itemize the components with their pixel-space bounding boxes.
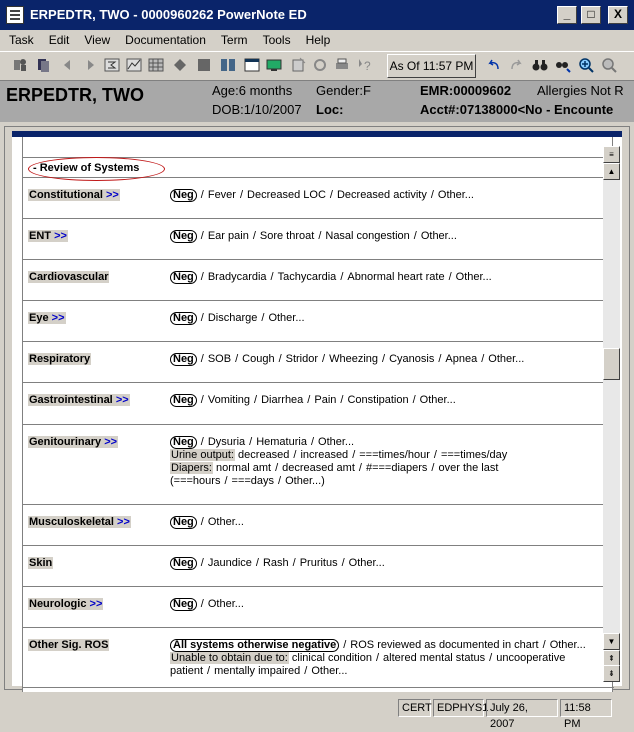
- forward-arrow-icon[interactable]: [82, 57, 98, 73]
- separator: /: [200, 394, 204, 406]
- help-pointer-icon[interactable]: [358, 57, 374, 73]
- ros-finding-option[interactable]: Fever: [207, 189, 236, 201]
- status-time: 11:58 PM: [560, 699, 612, 717]
- patient-gender: Gender:F: [316, 83, 371, 98]
- separator: /: [249, 436, 253, 448]
- ros-finding-option[interactable]: Other...: [318, 436, 355, 448]
- ros-finding-option[interactable]: ===times/day: [440, 449, 508, 461]
- ros-finding-option[interactable]: Sore throat: [259, 230, 315, 242]
- ros-finding-option[interactable]: ===days: [231, 475, 275, 487]
- ros-finding-option[interactable]: Other...: [419, 394, 456, 406]
- ros-row: [23, 219, 614, 260]
- ros-category[interactable]: [28, 353, 91, 365]
- separator: /: [310, 436, 315, 448]
- ros-finding-option[interactable]: ROS reviewed as documented in chart: [350, 639, 539, 651]
- ros-finding-option[interactable]: SOB: [207, 353, 232, 365]
- ros-finding-option[interactable]: Other...: [549, 639, 586, 651]
- separator: /: [200, 557, 204, 569]
- sum-icon[interactable]: [104, 57, 120, 73]
- separator: /: [438, 353, 442, 365]
- ros-finding-option[interactable]: Stridor: [285, 353, 319, 365]
- ros-row: [23, 505, 614, 546]
- ros-finding-option[interactable]: Wheezing: [329, 353, 379, 365]
- separator: /: [340, 271, 344, 283]
- ros-findings: [170, 598, 610, 611]
- separator: /: [255, 557, 259, 569]
- separator: /: [489, 652, 493, 664]
- ros-finding-option[interactable]: Discharge: [207, 312, 258, 324]
- separator: /: [358, 462, 362, 474]
- ros-finding-option[interactable]: Jaundice: [207, 557, 252, 569]
- back-arrow-icon[interactable]: [60, 57, 76, 73]
- ros-findings: [170, 353, 610, 366]
- negative-toggle[interactable]: Neg: [170, 189, 197, 202]
- scroll-page-icon[interactable]: ≡: [603, 146, 620, 163]
- ros-finding-option[interactable]: ===times/hour: [359, 449, 430, 461]
- menu-view[interactable]: View: [84, 33, 111, 47]
- ros-category-label: Genitourinary: [29, 436, 102, 448]
- ros-finding-option[interactable]: Hematuria: [256, 436, 307, 448]
- ros-finding-option[interactable]: Apnea: [445, 353, 478, 365]
- ros-finding-option[interactable]: Other...: [420, 230, 457, 242]
- negative-toggle[interactable]: Neg: [170, 516, 197, 529]
- negative-toggle[interactable]: Neg: [170, 271, 197, 284]
- ros-finding-option[interactable]: Other...: [207, 598, 244, 610]
- separator: /: [292, 557, 296, 569]
- ros-finding-option[interactable]: Other...: [268, 312, 305, 324]
- menu-tools[interactable]: Tools: [262, 33, 291, 47]
- new-note-icon[interactable]: [290, 57, 306, 73]
- ros-findings: [170, 189, 610, 202]
- separator: /: [261, 312, 265, 324]
- vertical-scrollbar[interactable]: [603, 146, 620, 682]
- menu-bar: [0, 30, 634, 50]
- separator: /: [430, 189, 434, 201]
- ros-category[interactable]: [28, 271, 109, 283]
- as-of-time-button[interactable]: As Of 11:57 PM: [387, 54, 476, 78]
- zoom-out-icon[interactable]: [601, 57, 617, 73]
- ros-finding-option[interactable]: Other...: [207, 516, 244, 528]
- separator: /: [375, 652, 380, 664]
- ros-category[interactable]: [28, 436, 118, 448]
- separator: /: [293, 449, 297, 461]
- maximize-button[interactable]: □: [581, 6, 601, 24]
- menu-task[interactable]: Task: [9, 33, 34, 47]
- patient-name: ERPEDTR, TWO: [6, 85, 144, 105]
- window-title: ERPEDTR, TWO - 0000960262 PowerNote ED: [30, 7, 307, 22]
- ros-finding-option[interactable]: decreased: [238, 449, 290, 461]
- ros-findings: [170, 639, 610, 678]
- ros-finding-option[interactable]: Ear pain: [207, 230, 249, 242]
- ros-finding-option[interactable]: Pruritus: [299, 557, 338, 569]
- ros-finding-option[interactable]: Rash: [262, 557, 289, 569]
- separator: /: [200, 516, 204, 528]
- patient-account: Acct#:07138000<No - Encounte: [420, 102, 614, 117]
- separator: /: [200, 230, 204, 242]
- ros-finding-option[interactable]: Other...): [285, 475, 325, 487]
- ros-finding-option[interactable]: altered mental status: [383, 652, 486, 664]
- ros-category[interactable]: [28, 189, 120, 201]
- separator: /: [413, 230, 417, 242]
- patient-emr: EMR:00009602: [420, 83, 512, 98]
- ros-row: [23, 260, 614, 301]
- zoom-in-icon[interactable]: [578, 57, 594, 73]
- ros-finding-option[interactable]: #===diapers: [365, 462, 428, 474]
- separator: /: [235, 353, 239, 365]
- separator: /: [200, 353, 204, 365]
- patient-chart-icon[interactable]: [12, 57, 28, 73]
- scroll-page-up-icon[interactable]: ⇞: [603, 650, 620, 667]
- separator: /: [207, 665, 211, 677]
- separator: /: [200, 271, 204, 283]
- separator: /: [270, 271, 274, 283]
- ros-category[interactable]: [28, 598, 103, 610]
- patient-allergies: Allergies Not R: [537, 83, 624, 98]
- separator: /: [254, 394, 258, 406]
- negative-toggle[interactable]: Neg: [170, 557, 197, 570]
- ros-expand-link[interactable]: >>: [89, 598, 103, 610]
- separator: /: [278, 475, 282, 487]
- negative-toggle[interactable]: All systems otherwise negative: [170, 639, 339, 652]
- separator: /: [200, 312, 204, 324]
- chart-graph-icon[interactable]: [126, 57, 142, 73]
- stop-square-icon[interactable]: [196, 57, 212, 73]
- separator: /: [252, 230, 256, 242]
- ros-row: [23, 342, 614, 383]
- negative-toggle[interactable]: Neg: [170, 353, 197, 366]
- ros-category-label: Cardiovascular: [29, 271, 109, 283]
- ros-finding-option[interactable]: clinical condition: [291, 652, 372, 664]
- ros-row: [23, 628, 614, 688]
- separator: /: [343, 639, 347, 651]
- separator: /: [224, 475, 228, 487]
- separator: /: [382, 353, 386, 365]
- ros-section: [22, 137, 613, 692]
- ros-finding-option[interactable]: Diarrhea: [261, 394, 304, 406]
- ros-finding-option[interactable]: Bradycardia: [207, 271, 267, 283]
- ros-finding-option[interactable]: Dysuria: [207, 436, 246, 448]
- ros-finding-option[interactable]: Other...: [488, 353, 525, 365]
- ros-finding-option[interactable]: over the last (===hours: [170, 462, 499, 487]
- close-button[interactable]: X: [608, 6, 628, 24]
- menu-help[interactable]: Help: [305, 33, 331, 47]
- ros-expand-link[interactable]: >>: [104, 436, 118, 448]
- refresh-icon[interactable]: [312, 57, 328, 73]
- ros-category-label: ENT: [29, 230, 51, 242]
- separator: /: [304, 665, 308, 677]
- ros-category[interactable]: [28, 312, 66, 324]
- separator: /: [275, 462, 279, 474]
- negative-toggle[interactable]: Neg: [170, 312, 197, 325]
- ros-finding-option[interactable]: Decreased activity: [336, 189, 427, 201]
- scroll-page-down-icon[interactable]: ⇟: [603, 665, 620, 682]
- unable-to-obtain-label[interactable]: Unable to obtain due to:: [171, 652, 288, 664]
- ros-category-label: Constitutional: [29, 189, 103, 201]
- tag-icon[interactable]: [172, 57, 188, 73]
- status-environment: CERT: [398, 699, 431, 717]
- ros-finding-option[interactable]: normal amt: [216, 462, 272, 474]
- window-icon[interactable]: [244, 57, 260, 73]
- ros-category[interactable]: [28, 516, 131, 528]
- svg-text:?: ?: [364, 59, 371, 73]
- urine-output-label[interactable]: Urine output:: [171, 449, 234, 461]
- separator: /: [322, 353, 326, 365]
- ros-finding-option[interactable]: Other...: [311, 665, 348, 677]
- separator: /: [340, 394, 344, 406]
- split-view-icon[interactable]: [220, 57, 236, 73]
- scroll-up-arrow-icon[interactable]: ▲: [603, 163, 620, 180]
- redo-icon[interactable]: [508, 57, 524, 73]
- ros-row: [23, 178, 614, 219]
- ros-finding-option[interactable]: Cyanosis: [389, 353, 435, 365]
- ros-category-label: Neurologic: [29, 598, 87, 610]
- find-binoculars-icon[interactable]: [532, 57, 548, 73]
- ros-finding-option[interactable]: Abnormal heart rate: [347, 271, 445, 283]
- ros-row: [23, 546, 614, 587]
- status-user: EDPHYS1: [433, 699, 484, 717]
- patient-age: Age:6 months: [212, 83, 293, 98]
- ros-findings: [170, 271, 610, 284]
- ros-finding-option[interactable]: increased: [300, 449, 349, 461]
- ros-expand-link[interactable]: >>: [51, 312, 65, 324]
- ros-finding-option[interactable]: Tachycardia: [277, 271, 337, 283]
- ros-finding-option[interactable]: Cough: [242, 353, 275, 365]
- separator: /: [200, 189, 204, 201]
- menu-documentation[interactable]: Documentation: [125, 33, 206, 47]
- powernote-app-icon[interactable]: [6, 6, 24, 24]
- separator: /: [341, 557, 345, 569]
- document-page: [12, 131, 622, 686]
- separator: /: [318, 230, 322, 242]
- negative-toggle[interactable]: Neg: [170, 436, 197, 449]
- ros-row: [23, 425, 614, 505]
- separator: /: [200, 598, 204, 610]
- ros-findings: [170, 312, 610, 325]
- ros-finding-option[interactable]: uncooperative patient: [170, 652, 566, 677]
- undo-icon[interactable]: [486, 57, 502, 73]
- ros-finding-option[interactable]: Other...: [437, 189, 474, 201]
- ros-finding-option[interactable]: Constipation: [347, 394, 409, 406]
- title-bar: [0, 0, 634, 30]
- separator: /: [448, 271, 452, 283]
- ros-row: [23, 383, 614, 425]
- monitor-icon[interactable]: [266, 57, 282, 73]
- ros-finding-option[interactable]: Other...: [348, 557, 385, 569]
- ros-category-label: Skin: [29, 557, 53, 569]
- ros-findings: [170, 230, 610, 243]
- toolbar: [0, 51, 634, 79]
- ros-category[interactable]: [28, 394, 130, 406]
- ros-expand-link[interactable]: >>: [115, 394, 129, 406]
- status-bar: [0, 697, 634, 730]
- menu-term[interactable]: Term: [220, 33, 248, 47]
- ros-expand-link[interactable]: >>: [117, 516, 130, 528]
- patient-banner: [0, 80, 634, 122]
- separator: /: [352, 449, 356, 461]
- separator: /: [307, 394, 311, 406]
- ros-findings: [170, 557, 610, 570]
- patient-location: Loc:: [316, 102, 344, 117]
- ros-finding-option[interactable]: Vomiting: [207, 394, 251, 406]
- scroll-down-arrow-icon[interactable]: ▼: [603, 633, 620, 650]
- separator: /: [412, 394, 416, 406]
- ros-category-label: Respiratory: [29, 353, 91, 365]
- ros-finding-option[interactable]: decreased amt: [282, 462, 355, 474]
- ros-findings: [170, 436, 610, 488]
- separator: /: [433, 449, 437, 461]
- ros-finding-option[interactable]: Other...: [455, 271, 492, 283]
- negative-toggle[interactable]: Neg: [170, 598, 197, 611]
- ros-expand-link[interactable]: >>: [106, 189, 119, 201]
- separator: /: [239, 189, 244, 201]
- menu-edit[interactable]: Edit: [48, 33, 70, 47]
- ros-category[interactable]: [28, 557, 53, 569]
- ros-category[interactable]: [28, 230, 68, 242]
- diapers-label[interactable]: Diapers:: [171, 462, 212, 474]
- separator: /: [481, 353, 485, 365]
- print-icon[interactable]: [334, 57, 350, 73]
- separator: /: [278, 353, 282, 365]
- ros-category-label: Eye: [29, 312, 49, 324]
- separator: /: [329, 189, 333, 201]
- ros-category[interactable]: [28, 639, 109, 651]
- ros-row: [23, 587, 614, 628]
- ros-category-label: Musculoskeletal: [29, 516, 114, 528]
- ros-row: [23, 301, 614, 342]
- ros-findings: [170, 394, 610, 407]
- find-next-icon[interactable]: [555, 57, 571, 73]
- negative-toggle[interactable]: Neg: [170, 394, 197, 407]
- ros-finding-option[interactable]: Decreased LOC: [247, 189, 326, 201]
- ros-findings: [170, 516, 610, 529]
- ros-finding-option[interactable]: mentally impaired: [214, 665, 301, 677]
- patient-dob: DOB:1/10/2007: [212, 102, 302, 117]
- separator: /: [431, 462, 435, 474]
- grid-icon[interactable]: [148, 57, 164, 73]
- separator: /: [200, 436, 204, 448]
- separator: /: [542, 639, 546, 651]
- documents-icon[interactable]: [36, 57, 52, 73]
- ros-finding-option[interactable]: Pain: [314, 394, 337, 406]
- negative-toggle[interactable]: Neg: [170, 230, 197, 243]
- ros-expand-link[interactable]: >>: [54, 230, 67, 242]
- minimize-button[interactable]: _: [557, 6, 577, 24]
- scrollbar-thumb[interactable]: [603, 348, 620, 380]
- ros-category-label: Gastrointestinal: [29, 394, 113, 406]
- ros-finding-option[interactable]: Nasal congestion: [325, 230, 410, 242]
- ros-category-label: Other Sig. ROS: [29, 639, 109, 651]
- ros-header-label: - Review of Systems: [33, 162, 140, 174]
- ros-header[interactable]: [23, 157, 614, 178]
- status-date: July 26, 2007: [486, 699, 558, 717]
